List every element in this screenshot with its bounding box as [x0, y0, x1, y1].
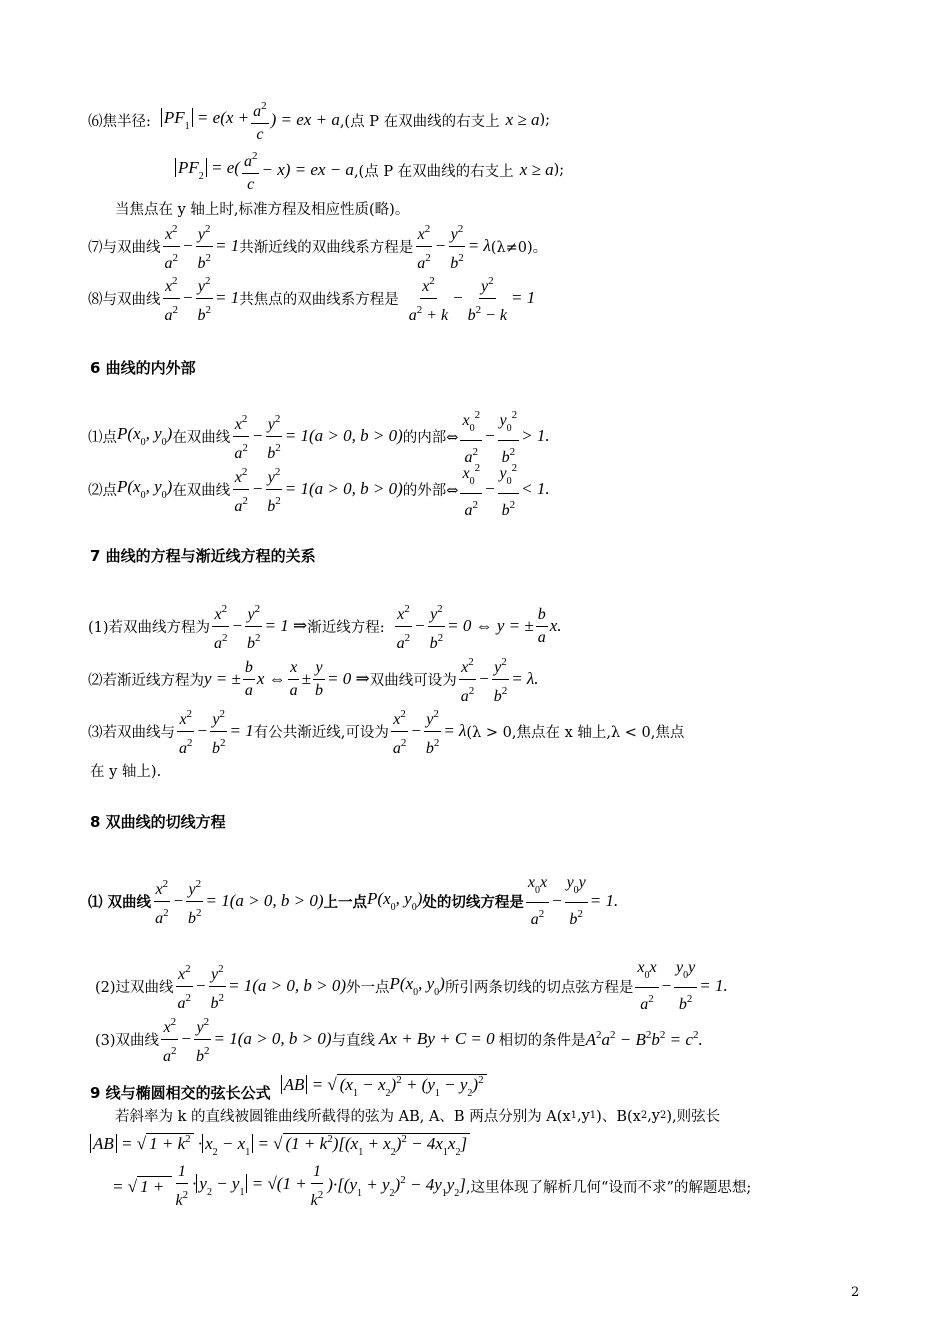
item7-text: 共渐近线的双曲线系方程是	[239, 239, 414, 256]
sec6-p1-mid: 在双曲线	[172, 429, 231, 446]
item8-label: ⑻与双曲线	[88, 291, 161, 308]
sec8-line-2: (2)过双曲线 $x^2$ $a^2$ − $\frac{y^2}{b^2}$ = 1(a > 0, b > 0) 外一点 $P(x_0$, $y_0$) 所引两条切线的切点弦方程是 $x_0x$ $a^2$ − $\frac{y_0y}{b^2}$ = 1.	[95, 958, 728, 1013]
section-9-title: 9 线与椭圆相交的弦长公式	[90, 1083, 271, 1102]
section-8-title: 8 双曲线的切线方程	[90, 813, 226, 831]
sec8-p3-tail: 相切的条件是	[498, 1032, 586, 1049]
item7-label: ⑺与双曲线	[88, 239, 161, 256]
sec6-p2-tail: 的外部⇔	[402, 482, 459, 499]
sec7-p1-mid: 渐近线方程:	[307, 619, 385, 636]
item8-line: ⑻与双曲线 $x^2$ $a^2$ − $\frac{y^2}{b^2}$ = 1 共焦点的双曲线系方程是 $x^2$ $a^2 + k$ − $\frac{y^2}{b^2 - k}$ = 1	[88, 274, 535, 322]
sec6-p1-tail: 的内部⇔	[402, 429, 459, 446]
focal-radius-line-1: ⑹焦半径: $PF_1 = e(x$ + $\frac{a^2}{c}$ ) = ex + a ,(点 P 在双曲线的右支上 x ≥ a );	[88, 100, 550, 140]
sec9-tail: ,这里体现了解析几何“设而不求”的解题思想;	[465, 1179, 752, 1196]
sec6-line-1: ⑴点 $P(x_0$, $y_0$) 在双曲线 $x^2$ $a^2$ − $\frac{y^2}{b^2}$ = 1(a > 0, b > 0) 的内部⇔ $x_0^2$ $a^2$ − $\frac{y_0^2}{b^2}$ > 1.	[88, 412, 550, 460]
sec8-p3-mid: 与直线	[331, 1032, 376, 1049]
cond-2: x ≥ a	[519, 160, 554, 179]
sec6-p2-mid: 在双曲线	[172, 482, 231, 499]
cond-1: x ≥ a	[505, 110, 540, 129]
sec7-p3-mid: 有公共渐近线,可设为	[253, 724, 389, 741]
sec7-p2-label: ⑵若渐近线方程为	[88, 672, 204, 689]
sec7-p3-wrap: 在 y 轴上).	[90, 764, 162, 780]
sec8-p1-tail: 处的切线方程是	[422, 893, 524, 911]
section-6-title: 6 曲线的内外部	[90, 359, 196, 377]
item6-label: ⑹焦半径:	[88, 113, 151, 130]
sec8-p1-mid: 上一点	[323, 893, 368, 911]
sec8-line-3: (3)双曲线 $x^2$ $a^2$ − $\frac{y^2}{b^2}$ = 1(a > 0, b > 0) 与直线 Ax + By + C = 0 相切的条件是 $A^2a^2 - B^2b^2 = c^2$.	[95, 1015, 703, 1063]
item8-text: 共焦点的双曲线系方程是	[239, 291, 399, 308]
sec7-p3-tail: (λ > 0,焦点在 x 轴上,λ < 0,焦点	[466, 724, 685, 741]
close-2: );	[553, 162, 565, 178]
y-axis-note: 当焦点在 y 轴上时,标准方程及相应性质(略)。	[115, 202, 410, 218]
item7-line: ⑺与双曲线 $x^2$ $a^2$ − $\frac{y^2}{b^2}$ = 1 共渐近线的双曲线系方程是 $x^2$ $a^2$ − $\frac{y^2}{b^2}$ = λ (λ≠0)。	[88, 222, 547, 270]
sec6-p2-label: ⑵点	[88, 482, 117, 499]
item6-note1: ,(点 P 在双曲线的右支上	[339, 113, 500, 130]
section-9-header: 9 线与椭圆相交的弦长公式 AB = √ $(x_1 - x_2)^2 + (y_1 - y_2)^2$	[90, 1068, 487, 1104]
sec7-p1-label: (1)若双曲线方程为	[88, 619, 211, 636]
sec6-p1-label: ⑴点	[88, 429, 117, 446]
sec9-intro: 若斜率为 k 的直线被圆锥曲线所截得的弦为 AB, A、B 两点分别为 A(x 1 ,y 1 )、B(x 2 ,y 2 ),则弦长	[115, 1107, 721, 1125]
chord-formula-2: = √ 1 + $\frac{1}{k^2}$ · $y_2 - y_1 = √(1$ + $\frac{1}{k^2}$ )$\cdot[(y_1 + y_2)^2 - 4y_1y_2]$ ,这里体现了解析几何“设而不求”的解题思想;	[112, 1162, 752, 1209]
chord-formula-1: AB = √ $1 + k^2 \cdot x_2 - x_1$ = √ $(1 + k^2)[(x_1 + x_2)^2 - 4x_1x_2]$	[90, 1130, 470, 1160]
sec7-line-1: (1)若双曲线方程为 $x^2$ $a^2$ − $\frac{y^2}{b^2}$ = 1 ⇒ 渐近线方程: $x^2$ $a^2$ − $\frac{y^2}{b^2}$ = 0 ⇔ y = ± $\frac{b}{a}$ x.	[88, 602, 562, 650]
sec8-p2-label: (2)过双曲线	[95, 979, 174, 996]
sec6-line-2: ⑵点 $P(x_0$, $y_0$) 在双曲线 $x^2$ $a^2$ − $\frac{y^2}{b^2}$ = 1(a > 0, b > 0) 的外部⇔ $x_0^2$ $a^2$ − $\frac{y_0^2}{b^2}$ < 1.	[88, 465, 550, 513]
sec8-p2-tail: 所引两条切线的切点弦方程是	[444, 979, 634, 996]
sec8-line-1: ⑴ 双曲线 $x^2$ $a^2$ − $\frac{y^2}{b^2}$ = 1(a > 0, b > 0) 上一点 $P(x_0$, $y_0$) 处的切线方程是 $x_0x$ $a^2$ − $\frac{y_0y}{b^2}$ = 1.	[88, 873, 619, 928]
section-7-title: 7 曲线的方程与渐近线方程的关系	[90, 547, 316, 565]
sec8-p1-label: ⑴ 双曲线	[88, 893, 152, 911]
sec7-p2-mid: 双曲线可设为	[369, 672, 457, 689]
item6-note2: ,(点 P 在双曲线的右支上	[353, 163, 514, 180]
sec7-p3-label: ⑶若双曲线与	[88, 724, 175, 741]
sec7-line-3: ⑶若双曲线与 $x^2$ $a^2$ − $\frac{y^2}{b^2}$ = 1 有公共渐近线,可设为 $x^2$ $a^2$ − $\frac{y^2}{b^2}$ = λ (λ > 0,焦点在 x 轴上,λ < 0,焦点	[88, 707, 684, 755]
sec7-line-2: ⑵若渐近线方程为 y = ± $\frac{b}{a}$ x ⇔ x a ± $\frac{y}{b}$ = 0 ⇒ 双曲线可设为 $x^2$ $a^2$ − $\frac{y^2}{b^2}$ = λ.	[88, 655, 539, 703]
sec8-p2-mid: 外一点	[346, 979, 390, 996]
page-number: 2	[851, 1285, 860, 1300]
item7-tail: (λ≠0)。	[490, 239, 548, 256]
sec8-p3-label: (3)双曲线	[95, 1032, 160, 1049]
focal-radius-line-2: $PF_2 = e$( $a^2$ c − x) = ex − a ,(点 P 在双曲线的右支上 x ≥ a );	[175, 150, 564, 190]
close-1: );	[539, 112, 551, 128]
